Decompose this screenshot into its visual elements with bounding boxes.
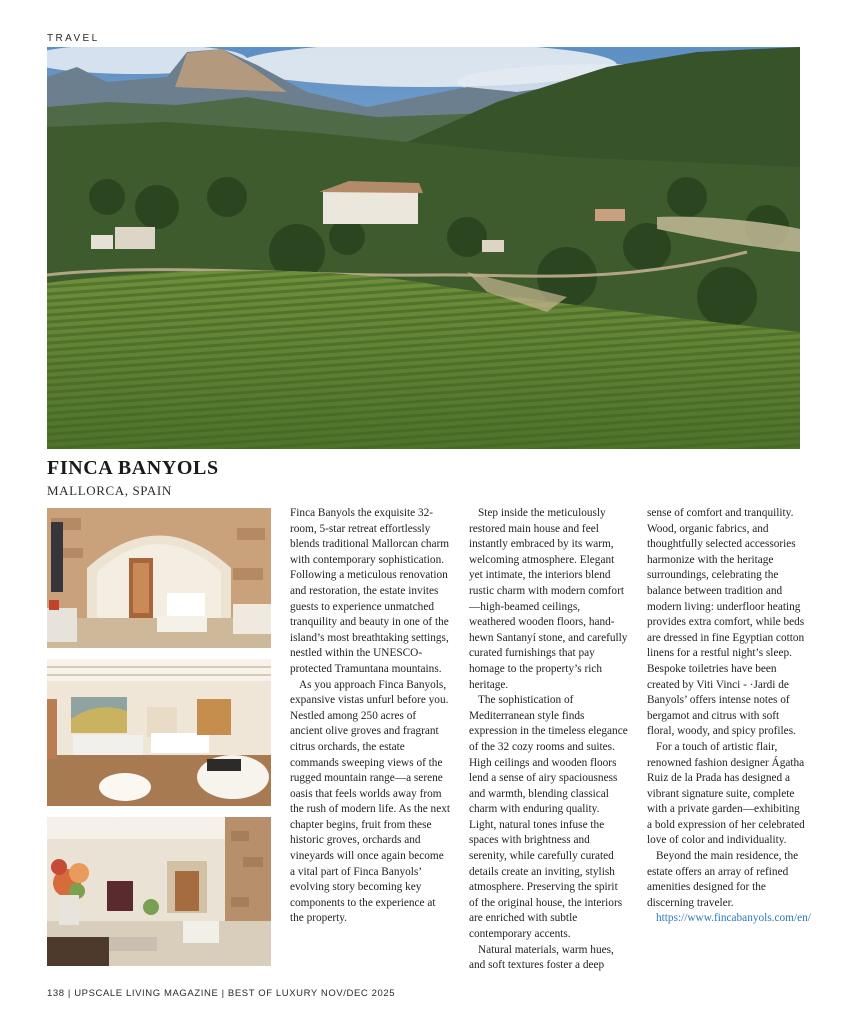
photo-bright-bedroom (47, 659, 271, 806)
article-title: FINCA BANYOLS (47, 457, 219, 479)
text-column-3 (647, 506, 811, 927)
section-label: TRAVEL (47, 33, 100, 44)
body-paragraph: Beyond the main residence, the estate offers an array of refined amenities designed for the discerning traveler. (647, 850, 799, 909)
body-paragraph: The sophistication of Mediterranean style finds expression in the timeless elegance of the 32 cozy rooms and suites. High ceilings and wooden floors lend a sense of airy spaciousness and warmth, blending classical charm with enduring quality. Light, natural tones infuse the spaces with brightness and serenity, while carefully curated details create an inviting, stylish atmosphere. Preserving the spirit of the original house, the interiors are enriched with subtle contemporary accents. (469, 694, 628, 941)
photo-arched-living-room (47, 508, 271, 648)
page-footer: 138 | UPSCALE LIVING MAGAZINE | BEST OF LUXURY NOV/DEC 2025 (47, 988, 396, 999)
hero-image-aerial-estate (47, 47, 800, 449)
body-paragraph: Step inside the meticulously restored main house and feel instantly embraced by its warm, welcoming atmosphere. Elegant yet intimate, the interiors blend rustic charm with modern comfort—high-beamed ceilings, weathered wooden floors, hand-hewn Santanyí stone, and carefully curated furnishings that pay homage to the property’s rich heritage. (469, 507, 628, 691)
article-location: MALLORCA, SPAIN (47, 483, 172, 498)
body-paragraph: For a touch of artistic flair, renowned fashion designer Ágatha Ruiz de la Prada has designed a vibrant signature suite, complete with a private garden—exhibiting a bold expression of her celebrated love of color and individuality. (647, 740, 805, 847)
website-link[interactable]: https://www.fincabanyols.com/en/ (656, 912, 811, 925)
body-paragraph: Finca Banyols the exquisite 32-room, 5-star retreat effortlessly blends traditional Mallorcan charm with contemporary sophistication. Following a meticulous renovation and restoration, the estate invites guests to experience unmatched tranquility and beauty in one of the island’s most breathtaking settings, nestled within the UNESCO-protected Tramuntana mountains. (290, 507, 450, 675)
body-paragraph: As you approach Finca Banyols, expansive vistas unfurl before you. Nestled among 250 acres of ancient olive groves and fragrant citrus orchards, the estate commands sweeping views of the rugged mountain range—a serene oasis that feels worlds away from the rush of modern life. As the next chapter begins, fruit from these historic groves, orchards and vineyards will once again become a vital part of Finca Banyols’ evolving story becoming key components to the experience at the property. (290, 678, 451, 925)
body-paragraph: sense of comfort and tranquility. Wood, organic fabrics, and thoughtfully selected accessories harmonize with the heritage surroundings, celebrating the balance between tradition and modern living: underfloor heating provides extra comfort, while beds are dressed in fine Egyptian cotton linens for a restful night’s sleep. Bespoke toiletries have been created by Viti Vinci - ·Jardi de Banyols’ offers intense notes of bergamot and citrus with soft floral, woody, and spicy profiles. (647, 507, 805, 738)
text-column-2 (469, 506, 629, 974)
body-paragraph: Natural materials, warm hues, and soft textures foster a deep (469, 943, 614, 972)
text-column-1 (290, 506, 450, 927)
photo-lounge-with-flowers (47, 817, 271, 966)
